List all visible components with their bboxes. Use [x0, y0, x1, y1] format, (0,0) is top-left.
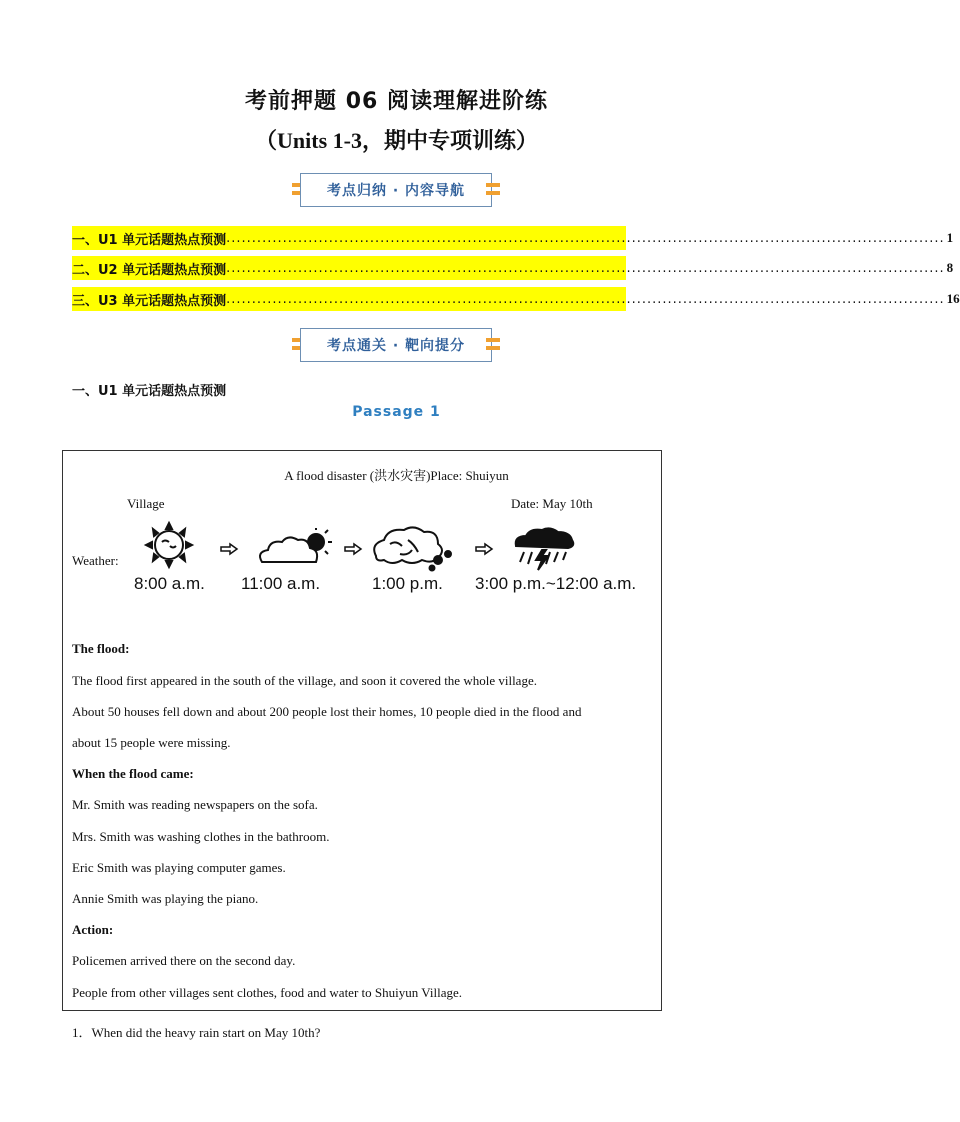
flood-heading: The flood: — [72, 641, 130, 656]
banner-right-decor-icon — [486, 181, 500, 197]
toc-item-2[interactable] — [72, 256, 954, 280]
card-date: Date: May 10th — [511, 496, 593, 511]
nav-banner-label: 考点归纳 · 内容导航 — [300, 173, 492, 207]
page-subtitle: （Units 1-3，期中专项训练） — [255, 128, 538, 153]
weather-time: 11:00 a.m. — [241, 574, 321, 593]
toc-label: 一、U1 单元话题热点预测 — [72, 232, 227, 248]
flood-line: about 15 people were missing. — [72, 735, 231, 750]
partly-cloudy-icon — [254, 528, 334, 570]
heavy-rain-icon — [510, 528, 580, 572]
toc-leader: ............................................................................................................................................ — [226, 230, 945, 246]
toc-page: 8 — [946, 260, 954, 275]
page-title: 考前押题 06 阅读理解进阶练 — [245, 89, 548, 114]
flood-line: About 50 houses fell down and about 200 people lost their homes, 10 people died in the flood and — [72, 704, 582, 719]
card-title: A flood disaster (洪水灾害)Place: Shuiyun — [284, 468, 509, 483]
card-village: Village — [127, 496, 165, 511]
came-line: Eric Smith was playing computer games. — [72, 860, 286, 875]
came-heading: When the flood came: — [72, 766, 194, 781]
sun-icon — [132, 520, 206, 570]
question-1: 1．When did the heavy rain start on May 10th? — [72, 1025, 321, 1040]
arrow-right-icon — [344, 543, 362, 555]
weather-time: 8:00 a.m. — [134, 574, 205, 593]
nav-banner — [290, 173, 502, 207]
toc-item-3[interactable] — [72, 287, 960, 311]
came-line: Mr. Smith was reading newspapers on the sofa. — [72, 797, 318, 812]
practice-banner-label: 考点通关 · 靶向提分 — [300, 328, 492, 362]
came-line: Mrs. Smith was washing clothes in the bathroom. — [72, 829, 330, 844]
practice-banner — [290, 328, 502, 362]
toc-label: 三、U3 单元话题热点预测 — [72, 293, 227, 309]
action-line: People from other villages sent clothes, food and water to Shuiyun Village. — [72, 985, 462, 1000]
flood-line: The flood first appeared in the south of the village, and soon it covered the whole village. — [72, 673, 537, 688]
action-line: Policemen arrived there on the second day. — [72, 953, 296, 968]
action-heading: Action: — [72, 922, 114, 937]
cloudy-icon — [370, 526, 456, 572]
section-heading: 一、U1 单元话题热点预测 — [72, 384, 227, 399]
toc-leader: ............................................................................................................................................ — [226, 260, 945, 276]
banner-right-decor-icon — [486, 336, 500, 352]
weather-time: 1:00 p.m. — [372, 574, 443, 593]
weather-label: Weather: — [72, 553, 119, 568]
passage-title: Passage 1 — [352, 404, 441, 420]
weather-time: 3:00 p.m.~12:00 a.m. — [475, 574, 637, 593]
toc-item-1[interactable] — [72, 226, 954, 250]
toc-page: 16 — [946, 291, 960, 306]
toc-page: 1 — [946, 230, 954, 245]
arrow-right-icon — [475, 543, 493, 555]
came-line: Annie Smith was playing the piano. — [72, 891, 259, 906]
toc-label: 二、U2 单元话题热点预测 — [72, 262, 227, 278]
toc-leader: ............................................................................................................................................ — [226, 291, 945, 307]
arrow-right-icon — [220, 543, 238, 555]
